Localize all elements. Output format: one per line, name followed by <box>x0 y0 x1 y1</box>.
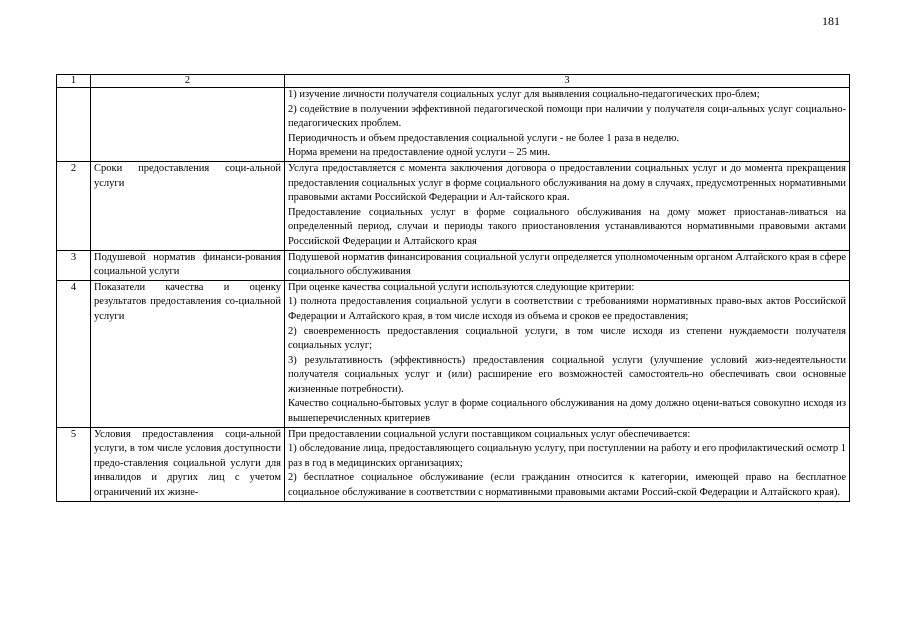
paragraph: При предоставлении социальной услуги поставщиком социальных услуг обеспечивается: <box>288 428 691 440</box>
paragraph: 2) бесплатное социальное обслуживание (если гражданин относится к категории, имеющей право на бесплатное социальное обслуживание в соответствии с нормативными правовыми актами Россий-ской Федерации и Алтайского края). <box>288 472 846 499</box>
row-parameter-name: Показатели качества и оценку результатов предоставления со-циальной услуги <box>91 280 285 427</box>
paragraph: 2) содействие в получении эффективной педагогической помощи при наличии у получателя соци-альных услуг социально-педагогических проблем. <box>288 103 846 130</box>
table-row <box>57 250 850 280</box>
row-parameter-name: Подушевой норматив финанси-рования социальной услуги <box>91 250 285 280</box>
paragraph: Услуга предоставляется с момента заключения договора о предоставлении социальных услуг и до момента прекращения предоставления социальных услуг в форме социального обслуживания на дому в случаях, предусмотренных нормативными правовыми актами Российской Федерации и Ал-тайского края. <box>288 162 846 204</box>
paragraph: Норма времени на предоставление одной услуги – 25 мин. <box>288 147 551 159</box>
table-row <box>57 161 850 250</box>
paragraph: Предоставление социальных услуг в форме социального обслуживания на дому может приостанав-ливаться на определенный период, случаи и периоды такого приостановления устанавливаются нормативными правовыми актами Российской Федерации и Алтайского края <box>288 206 846 247</box>
services-table <box>56 74 850 502</box>
paragraph: Качество социально-бытовых услуг в форме социального обслуживания на дому должно оцени-ваться совокупно исходя из вышеперечисленных критериев <box>288 398 846 425</box>
paragraph: 3) результативность (эффективность) предоставления социальной услуги (улучшение условий жиз-недеятельности получателя социальных услуг и (или) расширение его возможностей самостоятель-но обеспечивать свои основные жизненные потребности). <box>288 354 846 395</box>
row-parameter-name: Сроки предоставления соци-альной услуги <box>91 161 285 250</box>
row-number <box>57 88 91 162</box>
row-number: 2 <box>57 161 91 250</box>
row-parameter-name <box>91 88 285 162</box>
paragraph: 1) полнота предоставления социальной услуги в соответствии с требованиями нормативных право-вых актов Российской Федерации и Алтайского края, в том числе исходя из объема и сроков ее предоставления; <box>288 296 846 322</box>
row-number: 3 <box>57 250 91 280</box>
row-number: 4 <box>57 280 91 427</box>
row-description <box>285 427 850 501</box>
paragraph: 2) своевременность предоставления социальной услуги, в том числе исходя из степени нуждаемости получателя социальных услуг; <box>288 325 846 352</box>
table-row <box>57 88 850 162</box>
paragraph: 1) изучение личности получателя социальных услуг для выявления социально-педагогических про-блем; <box>288 89 760 100</box>
paragraph: Подушевой норматив финансирования социальной услуги определяется уполномоченным органом Алтайского края в сфере социального обслуживания <box>288 251 846 278</box>
row-description <box>285 88 850 162</box>
paragraph: При оценке качества социальной услуги используются следующие критерии: <box>288 281 635 293</box>
header-cell: 3 <box>285 75 850 88</box>
row-description <box>285 250 850 280</box>
row-parameter-name: Условия предоставления соци-альной услуги, в том числе условия доступности предо-ставления социальной услуги для инвалидов и других лиц с учетом ограничений их жизне- <box>91 427 285 501</box>
table-header-row <box>57 75 850 88</box>
table-row <box>57 427 850 501</box>
header-cell: 1 <box>57 75 91 88</box>
paragraph: Периодичность и объем предоставления социальной услуги - не более 1 раза в неделю. <box>288 132 680 144</box>
paragraph: 1) обследование лица, предоставляющего социальную услугу, при поступлении на работу и его профилактический осмотр 1 раз в год в медицинских организациях; <box>288 443 846 469</box>
page-number: 181 <box>822 14 840 28</box>
table-row <box>57 280 850 427</box>
row-description <box>285 161 850 250</box>
row-number: 5 <box>57 427 91 501</box>
row-description <box>285 280 850 427</box>
header-cell: 2 <box>91 75 285 88</box>
